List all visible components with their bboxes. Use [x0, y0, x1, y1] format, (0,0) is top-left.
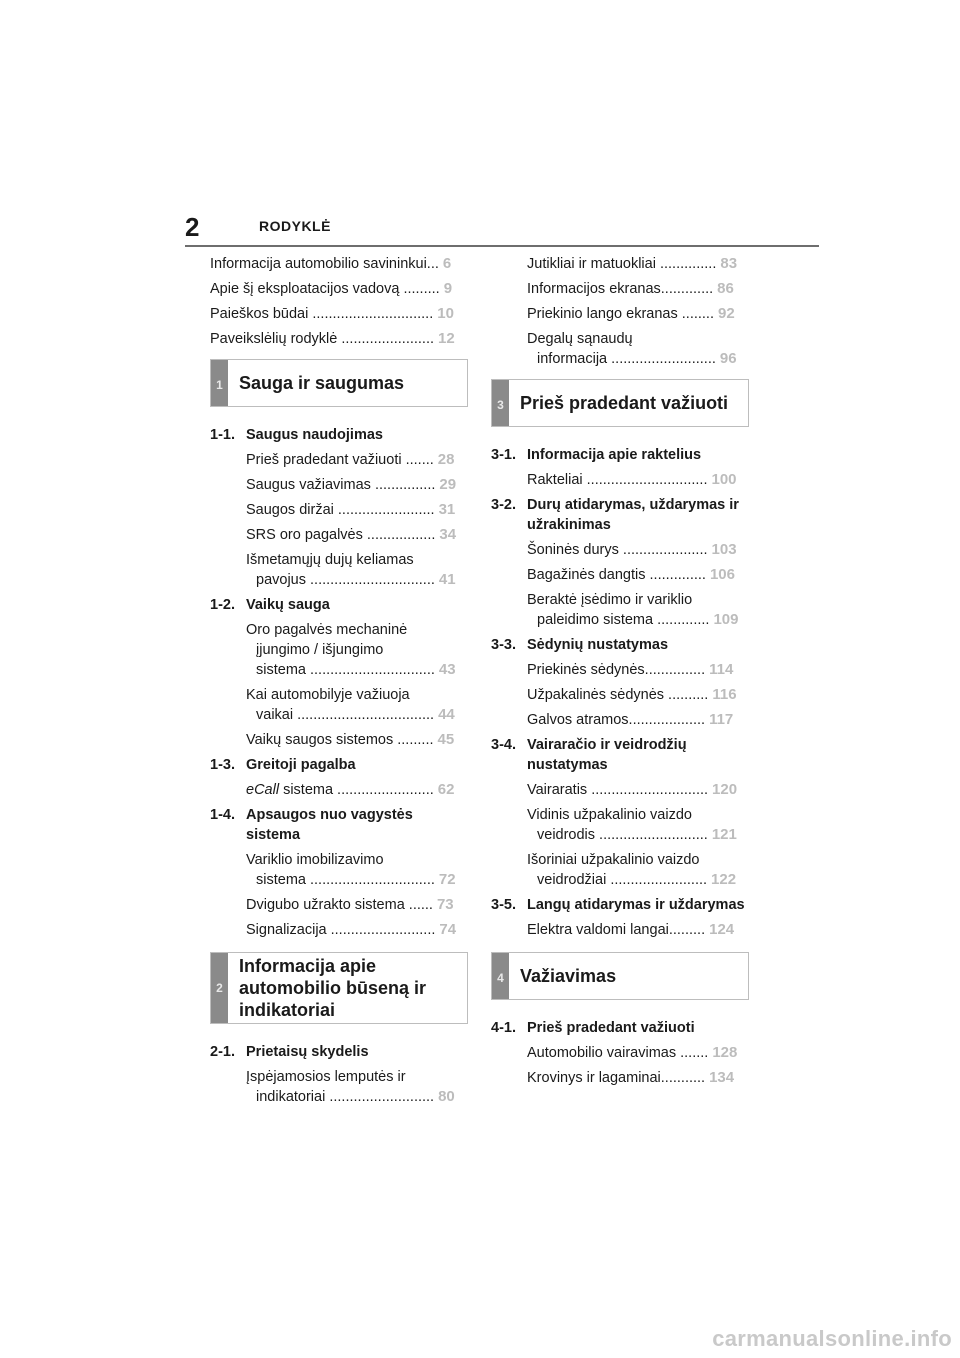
- toc-entry[interactable]: Įspėjamosios lemputės ir indikatoriai .......................... 80: [246, 1069, 455, 1105]
- toc-entry[interactable]: Saugos diržai ........................ 31: [246, 501, 456, 518]
- page-ref: 120: [712, 781, 738, 798]
- chapter-title: Sauga ir saugumas: [239, 373, 405, 393]
- toc-entry[interactable]: Išmetamųjų dujų keliamas pavojus ............................... 41: [246, 552, 456, 588]
- toc-entry[interactable]: Oro pagalvės mechaninė įjungimo / išjungimo sistema ............................... 43: [246, 622, 456, 678]
- page-ref: 106: [709, 566, 735, 583]
- toc-entry[interactable]: Paveikslėlių rodyklė ....................... 12: [210, 330, 455, 347]
- toc-entry[interactable]: Informacijos ekranas............. 86: [527, 280, 734, 297]
- toc-entry[interactable]: Priekinio lango ekranas ........ 92: [527, 305, 735, 322]
- chapter-tab: 1: [211, 360, 228, 406]
- page-ref: 72: [438, 871, 456, 888]
- toc-right-column: [491, 254, 749, 1093]
- page-ref: 73: [436, 896, 454, 913]
- page-ref: 62: [437, 781, 455, 798]
- page-ref: 109: [713, 611, 739, 628]
- subsection-heading[interactable]: 3-3. Sėdynių nustatymas: [491, 637, 669, 653]
- subsection-heading[interactable]: 3-4. Vairaračio ir veidrodžių nustatymas: [491, 737, 687, 773]
- page-ref: 6: [442, 255, 452, 272]
- page-ref: 80: [438, 1088, 455, 1105]
- page-ref: 134: [709, 1069, 735, 1086]
- section-title: RODYKLĖ: [259, 218, 331, 234]
- page-ref: 83: [720, 255, 738, 272]
- page-ref: 122: [711, 871, 737, 888]
- toc-entry[interactable]: Jutikliai ir matuokliai .............. 83: [527, 255, 738, 272]
- subsection-heading[interactable]: 3-5. Langų atidarymas ir uždarymas: [491, 897, 745, 913]
- toc-entry[interactable]: Išoriniai užpakalinio vaizdo veidrodžiai ........................ 122: [527, 852, 737, 888]
- page-ref: 116: [712, 686, 737, 703]
- toc-entry[interactable]: Bagažinės dangtis .............. 106: [527, 566, 735, 583]
- subsection-heading[interactable]: 1-1. Saugus naudojimas: [210, 427, 383, 443]
- page-ref: 92: [718, 305, 735, 322]
- chapter-tab: 2: [211, 953, 228, 1023]
- page-ref: 28: [437, 451, 455, 468]
- chapter-header-4[interactable]: [491, 952, 749, 1000]
- subsection-heading[interactable]: 4-1. Prieš pradedant važiuoti: [491, 1020, 695, 1036]
- page-ref: 86: [717, 280, 734, 297]
- toc-left-column: [210, 254, 468, 1112]
- toc-entry[interactable]: Variklio imobilizavimo sistema ............................... 72: [246, 852, 456, 888]
- page-ref: 34: [439, 526, 457, 543]
- chapter-header-2[interactable]: [210, 952, 468, 1024]
- toc-entry[interactable]: Užpakalinės sėdynės .......... 116: [527, 686, 737, 703]
- toc-entry[interactable]: Galvos atramos................... 117: [527, 711, 734, 728]
- toc-entry[interactable]: Prieš pradedant važiuoti ....... 28: [246, 451, 455, 468]
- toc-entry[interactable]: Degalų sąnaudų informacija .......................... 96: [527, 331, 737, 367]
- subsection-heading[interactable]: 1-4. Apsaugos nuo vagystės sistema: [210, 807, 413, 843]
- toc-entry[interactable]: Automobilio vairavimas ....... 128: [527, 1044, 738, 1061]
- page-ref: 10: [437, 305, 454, 322]
- toc-entry[interactable]: Vidinis užpakalinio vaizdo veidrodis ........................... 121: [527, 807, 737, 843]
- page-ref: 29: [439, 476, 457, 493]
- chapter-header-1[interactable]: [210, 359, 468, 407]
- page-header: [185, 212, 819, 246]
- page-ref: 12: [438, 330, 455, 347]
- page-ref: 114: [709, 661, 734, 678]
- watermark-text: carmanualsonline.info: [712, 1326, 952, 1351]
- page-ref: 121: [711, 826, 737, 843]
- toc-entry[interactable]: Priekinės sėdynės............... 114: [527, 661, 734, 678]
- page-ref: 124: [709, 921, 735, 938]
- toc-entry[interactable]: Elektra valdomi langai......... 124: [527, 921, 735, 938]
- toc-entry[interactable]: Dvigubo užrakto sistema ...... 73: [246, 896, 454, 913]
- chapter-title: Važiavimas: [520, 966, 617, 986]
- chapter-title: Informacija apie automobilio būseną ir indikatoriai: [239, 956, 427, 1020]
- subsection-heading[interactable]: 3-2. Durų atidarymas, uždarymas ir užrakinimas: [491, 497, 739, 533]
- toc-entry[interactable]: Vaikų saugos sistemos ......... 45: [246, 731, 455, 748]
- page-ref: 96: [719, 350, 737, 367]
- toc-entry[interactable]: Saugus važiavimas ............... 29: [246, 476, 457, 493]
- subsection-heading[interactable]: 1-3. Greitoji pagalba: [210, 757, 356, 773]
- page-ref: 31: [438, 501, 456, 518]
- toc-entry[interactable]: Kai automobilyje važiuoja vaikai .................................. 44: [246, 687, 455, 723]
- page-ref: 117: [709, 711, 734, 728]
- page-ref: 9: [443, 280, 453, 297]
- chapter-tab: 3: [492, 380, 509, 426]
- page-ref: 44: [438, 706, 455, 723]
- subsection-heading[interactable]: 1-2. Vaikų sauga: [210, 597, 330, 613]
- header-divider: [185, 245, 819, 247]
- toc-entry[interactable]: Krovinys ir lagaminai........... 134: [527, 1069, 735, 1086]
- toc-entry[interactable]: Informacija automobilio savininkui... 6: [210, 255, 452, 272]
- page-ref: 45: [437, 731, 455, 748]
- chapter-title: Prieš pradedant važiuoti: [520, 393, 729, 413]
- toc-entry[interactable]: SRS oro pagalvės ................. 34: [246, 526, 457, 543]
- page-ref: 128: [712, 1044, 738, 1061]
- chapter-tab: 4: [492, 953, 509, 999]
- toc-entry[interactable]: Rakteliai .............................. 100: [527, 471, 737, 488]
- toc-entry[interactable]: Šoninės durys ..................... 103: [527, 541, 737, 558]
- page-ref: 103: [711, 541, 737, 558]
- toc-entry[interactable]: Vairaratis ............................. 120: [527, 781, 738, 798]
- subsection-heading[interactable]: 3-1. Informacija apie raktelius: [491, 447, 702, 463]
- chapter-header-3[interactable]: [491, 379, 749, 427]
- toc-entry[interactable]: Beraktė įsėdimo ir variklio paleidimo sistema ............. 109: [527, 592, 739, 628]
- page-ref: 41: [438, 571, 456, 588]
- toc-entry[interactable]: eCall sistema ........................ 62: [246, 781, 455, 798]
- page-number: 2: [185, 212, 200, 242]
- toc-entry[interactable]: Apie šį eksploatacijos vadovą ......... 9: [210, 280, 453, 297]
- page-ref: 74: [439, 921, 457, 938]
- subsection-heading[interactable]: 2-1. Prietaisų skydelis: [210, 1044, 369, 1060]
- page-ref: 100: [711, 471, 737, 488]
- page-ref: 43: [438, 661, 456, 678]
- toc-entry[interactable]: Paieškos būdai .............................. 10: [210, 305, 454, 322]
- toc-entry[interactable]: Signalizacija .......................... 74: [246, 921, 457, 938]
